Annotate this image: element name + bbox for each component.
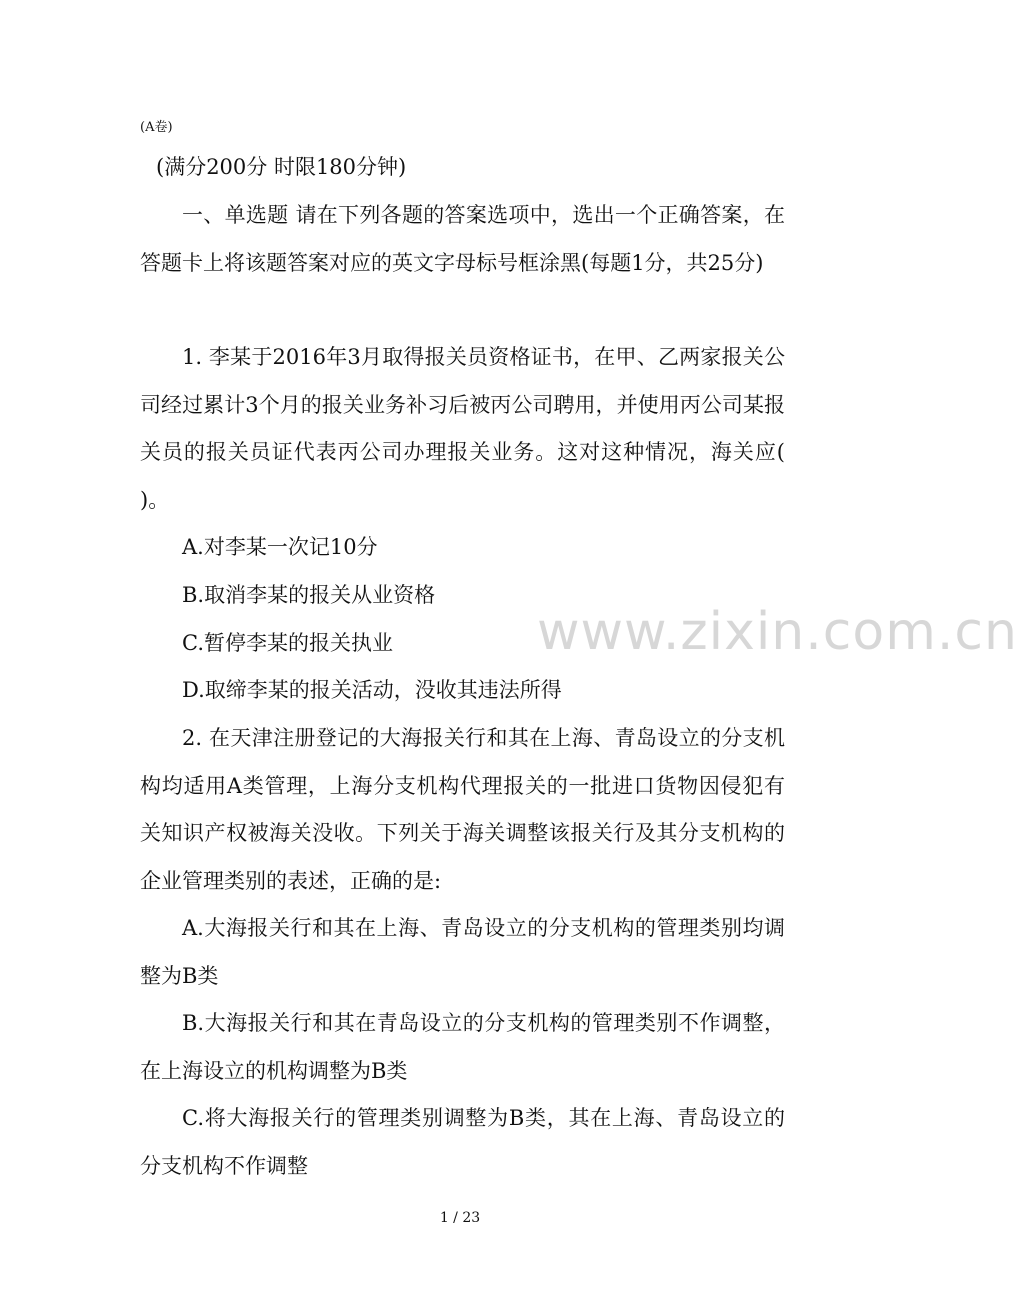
question-1-option-a: A.对李某一次记10分 (182, 535, 378, 559)
question-1-option-d: D.取缔李某的报关活动，没收其违法所得 (182, 678, 562, 702)
question-2-option-a: A.大海报关行和其在上海、青岛设立的分支机构的管理类别均调整为B类 (140, 916, 785, 988)
watermark: www.zixin.com.cn (537, 602, 1018, 662)
question-1-stem: 1. 李某于2016年3月取得报关员资格证书，在甲、乙两家报关公司经过累计3个月的报关业务补习后被丙公司聘用，并使用丙公司某报关员的报关员证代表丙公司办理报关业务。这对这种情况，海关应( )。 (140, 345, 785, 512)
question-1-option-b: B.取消李某的报关从业资格 (182, 583, 436, 607)
section-intro: 一、单选题 请在下列各题的答案选项中，选出一个正确答案，在答题卡上将该题答案对应的英文字母标号框涂黑(每题1分，共25分) (140, 203, 785, 275)
page-number: 1 / 23 (439, 1210, 481, 1226)
score-time-line: (满分200分 时限180分钟) (156, 155, 407, 179)
question-2-option-b: B.大海报关行和其在青岛设立的分支机构的管理类别不作调整，在上海设立的机构调整为B类 (140, 1011, 785, 1083)
question-2-option-c: C.将大海报关行的管理类别调整为B类，其在上海、青岛设立的分支机构不作调整 (140, 1106, 785, 1178)
question-1-option-c: C.暂停李某的报关执业 (182, 631, 393, 655)
question-2-stem: 2. 在天津注册登记的大海报关行和其在上海、青岛设立的分支机构均适用A类管理，上海分支机构代理报关的一批进口货物因侵犯有关知识产权被海关没收。下列关于海关调整该报关行及其分支机构的企业管理类别的表述，正确的是: (140, 726, 785, 893)
paper-label: (A卷) (140, 120, 173, 135)
